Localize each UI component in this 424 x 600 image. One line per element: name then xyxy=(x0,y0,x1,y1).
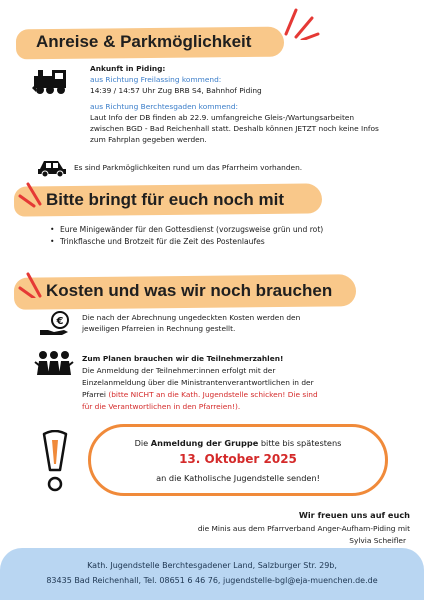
cost-line2: jeweiligen Pfarreien in Rechnung gestellt. xyxy=(82,324,236,333)
freilassing-detail: 14:39 / 14:57 Uhr Zug BRB S4, Bahnhof Piding xyxy=(90,86,262,95)
berchtesgaden-line3: zum Fahrplan gegeben werden. xyxy=(90,135,207,144)
footer-line1: Kath. Jugendstelle Berchtesgadener Land, Salzburger Str. 29b, xyxy=(87,561,337,570)
svg-text:€: € xyxy=(56,316,64,327)
people-group-icon xyxy=(34,350,74,376)
deadline-line1-start: Die xyxy=(134,438,151,448)
ankunft-label: Ankunft in Piding: xyxy=(90,64,166,73)
accent-rays-icon xyxy=(18,268,44,298)
section3-title: Kosten und was wir noch brauchen xyxy=(46,281,333,300)
list-item: • Trinkflasche und Brotzeit für die Zeit des Postenlaufes xyxy=(50,236,323,248)
plan-line4-warning: für die Verantwortlichen in den Pfarreien!). xyxy=(82,402,241,411)
closing-line2: Sylvia Scheifler xyxy=(349,536,406,545)
section2-title: Bitte bringt für euch noch mit xyxy=(46,190,284,209)
plan-line1: Die Anmeldung der Teilnehmer:innen erfolgt mit der xyxy=(82,366,276,375)
plan-line3 xyxy=(82,389,318,400)
plan-line3-warning: (bitte NICHT an die Kath. Jugendstelle schicken! Die sind xyxy=(108,390,318,399)
parking-text: Es sind Parkmöglichkeiten rund um das Pfarrheim vorhanden. xyxy=(74,163,303,172)
cost-line1: Die nach der Abrechnung ungedeckten Kosten werden den xyxy=(82,313,301,322)
plan-line3-start: Pfarrei xyxy=(82,390,109,399)
deadline-line1 xyxy=(88,438,388,448)
berchtesgaden-heading: aus Richtung Berchtesgaden kommend: xyxy=(90,102,239,111)
deadline-line1-bold: Anmeldung der Gruppe xyxy=(150,438,259,448)
deadline-line1-end: bitte bis spätestens xyxy=(258,438,342,448)
footer xyxy=(0,548,424,600)
section1-title: Anreise & Parkmöglichkeit xyxy=(36,32,252,51)
berchtesgaden-line1: Laut Info der DB finden ab 22.9. umfangreiche Gleis-/Wartungsarbeiten xyxy=(90,113,355,122)
closing-headline: Wir freuen uns auf euch xyxy=(298,510,410,520)
exclamation-icon xyxy=(38,430,72,494)
footer-line2: 83435 Bad Reichenhall, Tel. 08651 6 46 76, jugendstelle-bgl@eja-muenchen.de.de xyxy=(46,576,378,585)
freilassing-heading: aus Richtung Freilassing kommend: xyxy=(90,75,222,84)
deadline-date: 13. Oktober 2025 xyxy=(179,452,297,466)
accent-rays-icon xyxy=(18,178,44,208)
list-item: • Eure Minigewänder für den Gottesdienst (vorzugsweise grün und rot) xyxy=(50,224,323,236)
deadline-line3: an die Katholische Jugendstelle senden! xyxy=(156,473,320,483)
car-icon xyxy=(36,157,68,177)
berchtesgaden-line2: zwischen BGD - Bad Reichenhall statt. Deshalb können JETZT noch keine Infos xyxy=(90,124,379,133)
accent-rays-icon xyxy=(282,4,322,40)
bring-list xyxy=(50,224,323,248)
train-icon xyxy=(32,66,72,96)
plan-heading: Zum Planen brauchen wir die Teilnehmerzahlen! xyxy=(82,354,284,363)
hand-euro-icon xyxy=(38,310,72,336)
plan-line2: Einzelanmeldung über die Ministrantenverantwortlichen in der xyxy=(82,378,314,387)
closing-line1: die Minis aus dem Pfarrverband Anger-Aufham-Piding mit xyxy=(197,524,410,533)
